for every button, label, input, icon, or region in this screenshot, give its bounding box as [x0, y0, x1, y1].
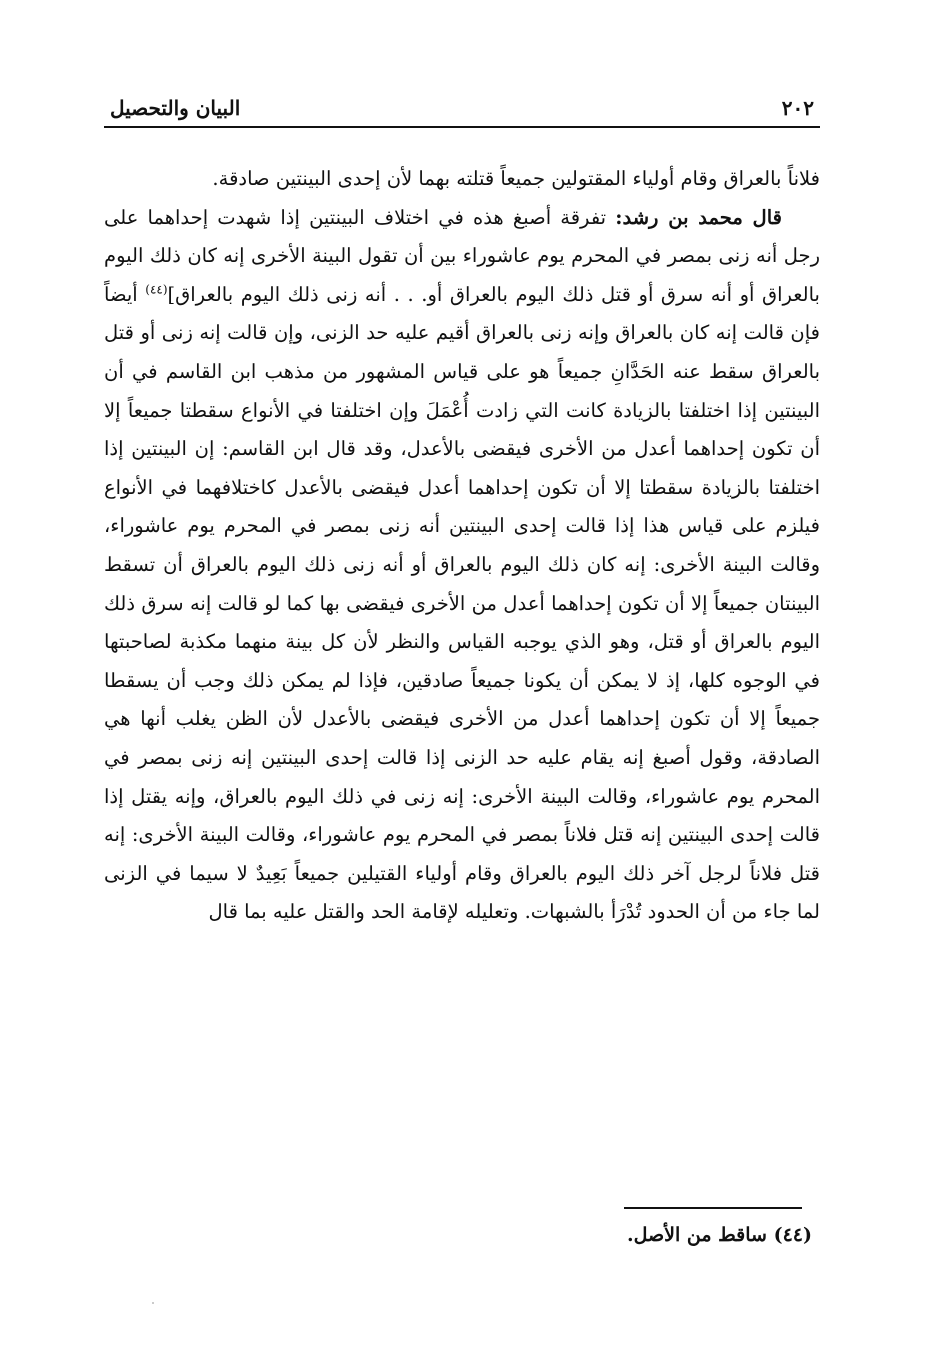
footnote-reference[interactable]: (٤٤) [145, 282, 168, 297]
running-header [104, 92, 820, 128]
book-title: البيان والتحصيل [110, 96, 241, 120]
main-text [104, 160, 820, 932]
scan-speck [152, 1302, 154, 1304]
paragraph-2 [104, 199, 820, 932]
paragraph-2-part-b: أيضاً فإن قالت إنه كان بالعراق وإنه زنى بالعراق أقيم عليه حد الزنى، وإن قالت إنه زنى أو قتل بالعراق سقط عنه الحَدَّانِ جميعاً هو على قياس المشهور من مذهب ابن القاسم في أن البينتين إذا اختلفتا بالزيادة كانت التي زادت أُعْمَلَ وإن اختلفتا في الأنواع سقطتا جميعاً إلا أن تكون إحداهما أعدل من الأخرى فيقضى بالأعدل، وقد قال ابن القاسم: إن البينتين إذا اختلفتا بالزيادة سقطتا إلا أن تكون إحداهما أعدل فيقضى بالأعدل كاختلافهما في الأنواع فيلزم على قياس هذا إذا قالت إحدى البينتين أنه زنى بمصر في المحرم يوم عاشوراء، وقالت البينة الأخرى: إنه كان ذلك اليوم بالعراق أو أنه زنى ذلك اليوم بالعراق أن تسقط البينتان جميعاً إلا أن تكون إحداهما أعدل من الأخرى فيقضى بها كما لو قالت إنه سرق ذلك اليوم بالعراق أو قتل، وهو الذي يوجبه القياس والنظر لأن كل بينة منهما مكذبة لصاحبتها في الوجوه كلها، إذ لا يمكن أن يكونا جميعاً صادقين، فإذا لم يمكن ذلك وجب أن يسقطا جميعاً إلا أن تكون إحداهما أعدل من الأخرى فيقضى بالأعدل لأن الظن يغلب أنها هي الصادقة، وقول أصبغ إنه يقام عليه حد الزنى إذا قالت إحدى البينتين إنه زنى بمصر في المحرم يوم عاشوراء، وقالت البينة الأخرى: إنه زنى في ذلك اليوم بالعراق، وإنه يقتل إذا قالت إحدى البينتين إنه قتل فلاناً بمصر في المحرم يوم عاشوراء، وقالت البينة الأخرى: إنه قتل فلاناً لرجل آخر ذلك اليوم بالعراق وقام أولياء القتيلين جميعاً بَعِيدٌ لا سيما في الزنى لما جاء من أن الحدود تُدْرَأ بالشبهات. وتعليله لإقامة الحد والقتل عليه بما قال [104, 282, 820, 924]
paragraph-2-part-a: تفرقة أصبغ هذه في اختلاف البينتين إذا شهدت إحداهما على رجل أنه زنى بمصر في المحرم يوم عاشوراء بين أن تقول البينة الأخرى إنه كان ذلك اليوم بالعراق أو أنه سرق أو قتل ذلك اليوم بالعراق أو. . . أنه زنى ذلك اليوم بالعراق] [104, 205, 820, 306]
footnote-44: (٤٤) ساقط من الأصل. [627, 1224, 812, 1246]
page-number: ٢٠٢ [781, 96, 814, 120]
speaker-label: قال محمد بن رشد: [615, 205, 782, 229]
paragraph-1: فلاناً بالعراق وقام أولياء المقتولين جميعاً قتلته بهما لأن إحدى البينتين صادقة. [212, 167, 820, 190]
footnote-divider [624, 1207, 802, 1209]
